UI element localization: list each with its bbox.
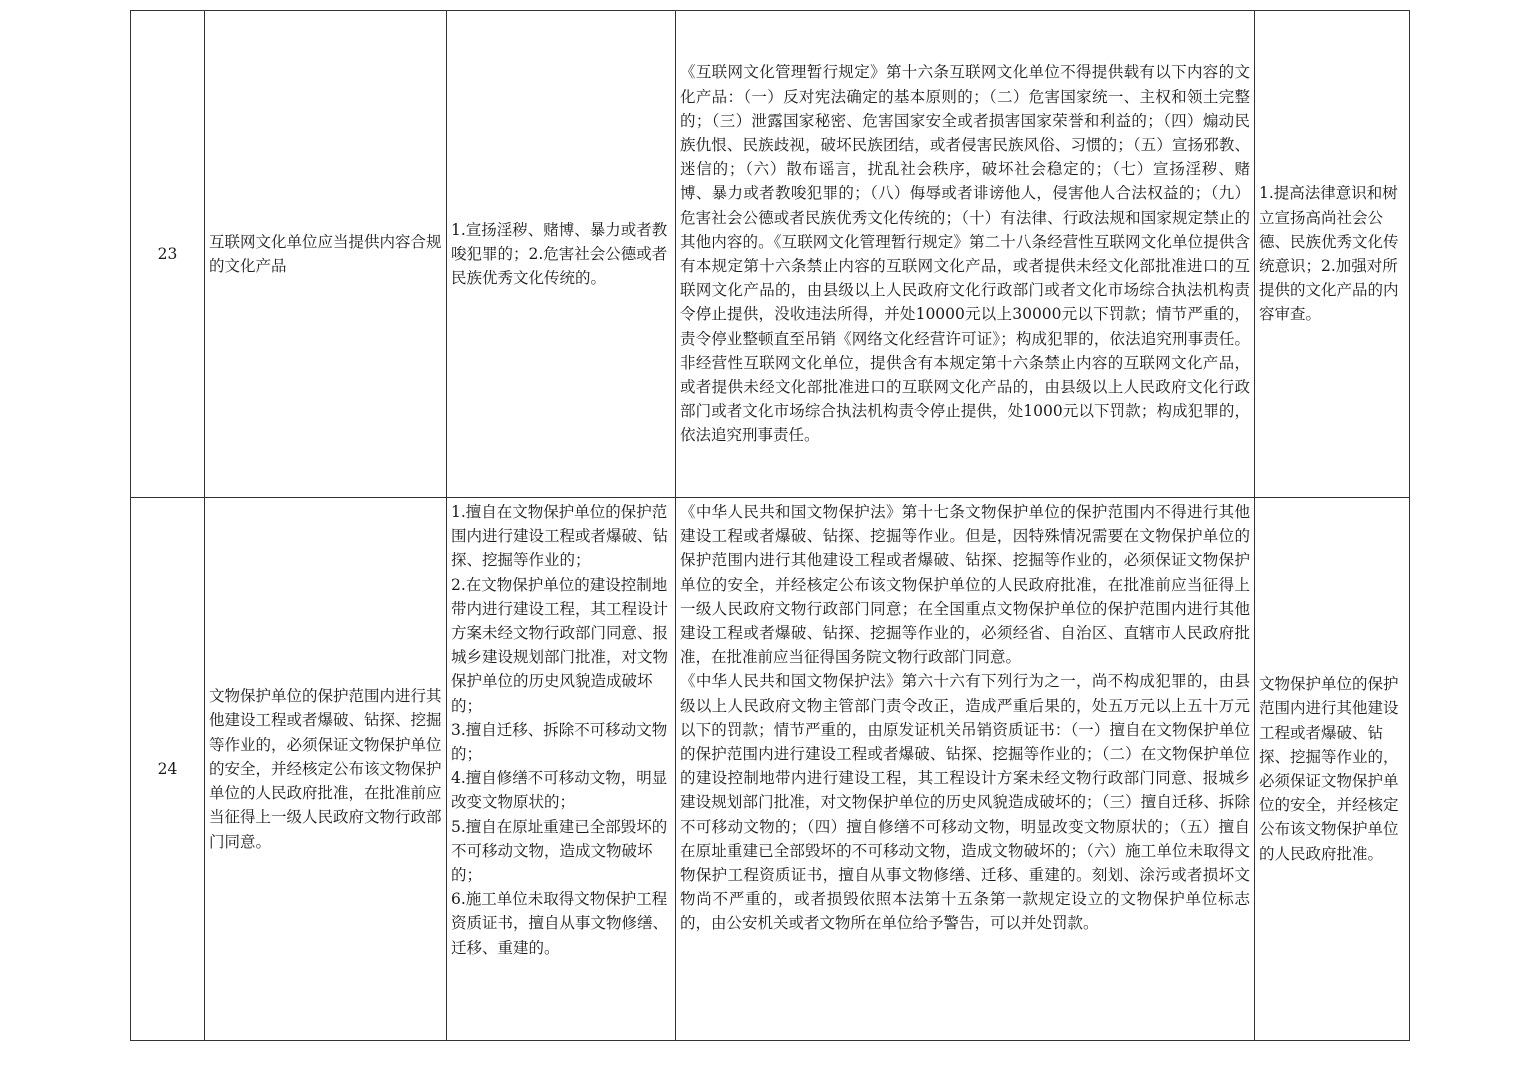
violation-item: 1.擅自在文物保护单位的保护范围内进行建设工程或者爆破、钻探、挖掘等作业的； — [451, 503, 669, 570]
legal-basis-paragraph: 《中华人民共和国文物保护法》第十七条文物保护单位的保护范围内不得进行其他建设工程或者爆破、钻探、挖掘等作业。但是，因特殊情况需要在文物保护单位的保护范围内进行其他建设工程或者爆破、钻探、挖掘等作业的，必须保证文物保护单位的安全，并经核定公布该文物保护单位的人民政府批准，在批准前应当征得上一级人民政府文物行政部门同意；在全国重点文物保护单位的保护范围内进行其他建设工程或者爆破、钻探、挖掘等作业的，必须经省、自治区、直辖市人民政府批准，在批准前应当征得国务院文物行政部门同意。 — [680, 503, 1250, 667]
row-number: 24 — [131, 498, 205, 1041]
violation-item: 5.擅自在原址重建已全部毁坏的不可移动文物，造成文物破坏的； — [451, 817, 668, 885]
table-row — [131, 11, 1410, 498]
legal-basis-paragraph: 《互联网文化管理暂行规定》第十六条互联网文化单位不得提供载有以下内容的文化产品：（一）反对宪法确定的基本原则的；（二）危害国家统一、主权和领土完整的；（三）泄露国家秘密、危害国家安全或者损害国家荣誉和利益的；（四）煽动民族仇恨、民族歧视，破坏民族团结，或者侵害民族风俗、习惯的；（五）宣扬邪教、迷信的；（六）散布谣言，扰乱社会秩序，破坏社会稳定的；（七）宣扬淫秽、赌博、暴力或者教唆犯罪的；（八）侮辱或者诽谤他人，侵害他人合法权益的；（九）危害社会公德或者民族优秀文化传统的；（十）有法律、行政法规和国家规定禁止的其他内容的。《互联网文化管理暂行规定》第二十八条经营性互联网文化单位提供含有本规定第十六条禁止内容的互联网文化产品，或者提供未经文化部批准进口的互联网文化产品的，由县级以上人民政府文化行政部门或者文化市场综合执法机构责令停止提供，没收违法所得，并处10000元以上30000元以下罚款；情节严重的，责令停业整顿直至吊销《网络文化经营许可证》；构成犯罪的，依法追究刑事责任。非经营性互联网文化单位，提供含有本规定第十六条禁止内容的互联网文化产品，或者提供未经文化部批准进口的互联网文化产品的，由县级以上人民政府文化行政部门或者文化市场综合执法机构责令停止提供，处1000元以下罚款；构成犯罪的，依法追究刑事责任。 — [680, 63, 1250, 445]
violation-cell — [447, 498, 676, 1041]
measures-cell: 1.提高法律意识和树立宣扬高尚社会公德、民族优秀文化传统意识；2.加强对所提供的文化产品的内容审查。 — [1255, 11, 1410, 498]
legal-basis-cell — [676, 498, 1255, 1041]
violation-cell — [447, 11, 676, 498]
legal-basis-paragraph: 《中华人民共和国文物保护法》第六十六有下列行为之一，尚不构成犯罪的，由县级以上人民政府文物主管部门责令改正，造成严重后果的，处五万元以上五十万元以下的罚款；情节严重的，由原发证机关吊销资质证书：（一）擅自在文物保护单位的保护范围内进行建设工程或者爆破、钻探、挖掘等作业的；（二）在文物保护单位的建设控制地带内进行建设工程，其工程设计方案未经文物行政部门同意、报城乡建设规划部门批准，对文物保护单位的历史风貌造成破坏的；（三）擅自迁移、拆除不可移动文物的；（四）擅自修缮不可移动文物，明显改变文物原状的；（五）擅自在原址重建已全部毁坏的不可移动文物，造成文物破坏的；（六）施工单位未取得文物保护工程资质证书，擅自从事文物修缮、迁移、重建的。刻划、涂污或者损坏文物尚不严重的，或者损毁依照本法第十五条第一款规定设立的文物保护单位标志的，由公安机关或者文物所在单位给予警告，可以并处罚款。 — [680, 672, 1250, 933]
table-row — [131, 498, 1410, 1041]
violation-item: 3.擅自迁移、拆除不可移动文物的； — [451, 720, 668, 764]
row-number: 23 — [131, 11, 205, 498]
violation-item: 6.施工单位未取得文物保护工程资质证书，擅自从事文物修缮、迁移、重建的。 — [451, 890, 669, 957]
matter-cell: 文物保护单位的保护范围内进行其他建设工程或者爆破、钻探、挖掘等作业的，必须保证文物保护单位的安全，并经核定公布该文物保护单位的人民政府批准，在批准前应当征得上一级人民政府文物行政部门同意。 — [205, 498, 447, 1041]
matter-cell: 互联网文化单位应当提供内容合规的文化产品 — [205, 11, 447, 498]
measures-cell: 文物保护单位的保护范围内进行其他建设工程或者爆破、钻探、挖掘等作业的，必须保证文物保护单位的安全，并经核定公布该文物保护单位的人民政府批准。 — [1255, 498, 1410, 1041]
regulation-table — [130, 10, 1410, 1041]
violation-item: 1.宣扬淫秽、赌博、暴力或者教唆犯罪的；2.危害社会公德或者民族优秀文化传统的。 — [451, 220, 668, 288]
violation-item: 2.在文物保护单位的建设控制地带内进行建设工程，其工程设计方案未经文物行政部门同意、报城乡建设规划部门批准，对文物保护单位的历史风貌造成破坏的； — [451, 575, 669, 715]
legal-basis-cell — [676, 11, 1255, 498]
violation-item: 4.擅自修缮不可移动文物，明显改变文物原状的； — [451, 769, 668, 812]
